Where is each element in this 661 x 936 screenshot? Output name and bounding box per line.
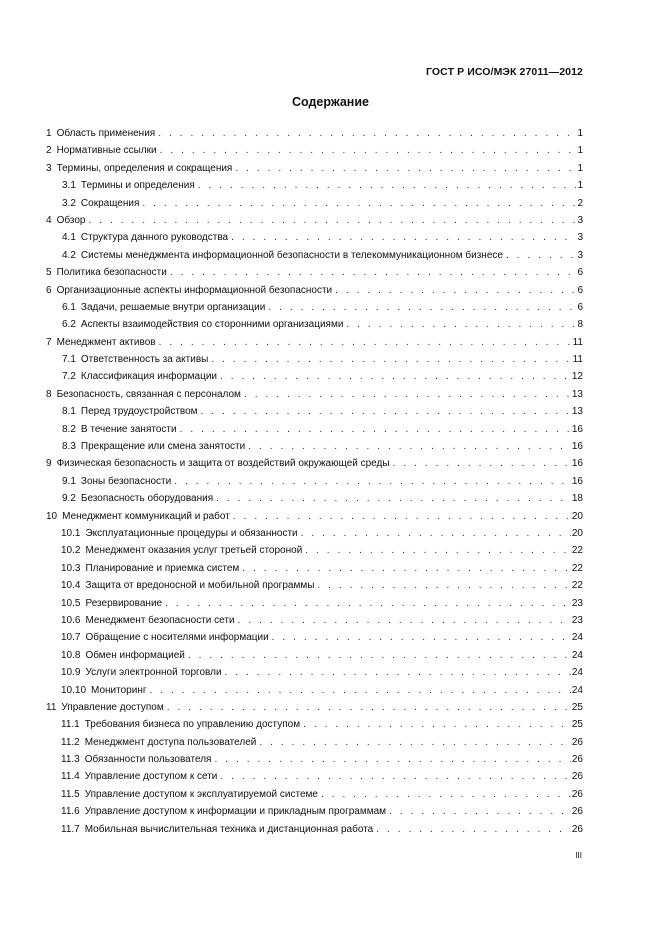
toc-entry-page: 11 — [572, 336, 583, 348]
toc-entry-title: Задачи, решаемые внутри организации — [80, 301, 266, 313]
toc-entry-number: 11.3 — [61, 754, 80, 766]
toc-entry-number: 10.8 — [61, 649, 81, 661]
toc-entry-title: Мониторинг — [91, 684, 147, 696]
toc-dot-leader — [216, 490, 571, 507]
toc-dot-leader — [165, 595, 571, 612]
toc-entry-number: 10.7 — [61, 632, 81, 644]
toc-entry-number: 10 — [46, 510, 58, 522]
toc-entry-title: Менеджмент коммуникаций и работ — [62, 510, 230, 522]
toc-entry[interactable] — [46, 821, 583, 838]
toc-entry-number: 6.1 — [62, 301, 76, 313]
toc-dot-leader — [220, 368, 571, 385]
toc-entry[interactable] — [46, 751, 583, 768]
toc-entry-title: Область применения — [56, 128, 156, 139]
toc-entry[interactable] — [46, 212, 583, 229]
toc-entry-title: Сокращения — [80, 197, 140, 209]
toc-entry-title: Аспекты взаимодействия со сторонними организациями — [80, 319, 344, 331]
toc-entry-page: 26 — [571, 736, 583, 748]
toc-entry[interactable] — [46, 682, 583, 699]
toc-entry-page: 23 — [571, 614, 583, 626]
toc-entry-title: Организационные аспекты информационной безопасности — [56, 284, 333, 296]
toc-entry[interactable] — [46, 647, 583, 664]
toc-entry-page: 26 — [571, 788, 583, 800]
toc-entry-number: 9.2 — [62, 493, 76, 505]
toc-entry-title: Обращение с носителями информации — [85, 632, 269, 644]
toc-entry[interactable] — [46, 421, 583, 438]
toc-entry-title: Резервирование — [85, 597, 163, 609]
table-of-contents — [46, 125, 583, 838]
toc-entry-title: Требования бизнеса по управлению доступом — [84, 719, 301, 731]
toc-entry-page: 24 — [571, 632, 583, 644]
toc-dot-leader — [201, 403, 571, 420]
toc-entry-page: 2 — [577, 197, 583, 209]
toc-dot-leader — [268, 299, 576, 316]
toc-entry-number: 10.3 — [61, 562, 81, 574]
toc-entry[interactable] — [46, 508, 583, 525]
toc-dot-leader — [272, 629, 571, 646]
toc-dot-leader — [301, 525, 571, 542]
toc-dot-leader — [150, 682, 571, 699]
toc-dot-leader — [142, 195, 576, 212]
toc-entry-page: 6 — [577, 284, 583, 296]
toc-entry-title: Ответственность за активы — [80, 354, 209, 366]
toc-entry-title: Обязанности пользователя — [84, 754, 212, 766]
toc-entry-page: 20 — [571, 527, 583, 539]
toc-entry-page: 22 — [571, 545, 583, 557]
toc-entry-page: 18 — [571, 493, 583, 505]
toc-entry-page: 24 — [571, 649, 583, 661]
toc-dot-leader — [211, 351, 571, 368]
toc-entry[interactable] — [46, 734, 583, 751]
toc-entry[interactable] — [46, 455, 583, 472]
toc-entry-page: 22 — [571, 562, 583, 574]
toc-entry[interactable] — [46, 473, 583, 490]
toc-entry-title: В течение занятости — [80, 423, 177, 435]
toc-entry[interactable] — [46, 264, 583, 281]
toc-dot-leader — [88, 212, 576, 229]
toc-dot-leader — [244, 386, 571, 403]
toc-entry-title: Физическая безопасность и защита от воздействий окружающей среды — [56, 458, 390, 470]
toc-entry[interactable] — [46, 142, 583, 159]
toc-entry[interactable] — [46, 612, 583, 629]
toc-entry-page: 1 — [577, 145, 583, 157]
toc-entry[interactable] — [46, 195, 583, 212]
toc-dot-leader — [305, 542, 571, 559]
toc-entry-number: 11 — [46, 701, 57, 713]
page-title: Содержание — [291, 95, 369, 109]
toc-entry[interactable] — [46, 351, 583, 368]
toc-entry-page: 12 — [571, 371, 583, 383]
toc-entry[interactable] — [46, 542, 583, 559]
toc-entry-number: 4 — [46, 214, 52, 226]
toc-entry-title: Менеджмент оказания услуг третьей стороной — [85, 545, 303, 557]
toc-entry-title: Термины, определения и сокращения — [56, 162, 233, 174]
toc-entry-number: 8 — [46, 388, 52, 400]
toc-entry-page: 20 — [571, 510, 583, 522]
page-number: III — [575, 851, 582, 860]
toc-entry-number: 8.1 — [62, 406, 76, 418]
toc-entry-page: 16 — [571, 475, 583, 487]
toc-entry-title: Услуги электронной торговли — [85, 667, 222, 679]
toc-entry[interactable] — [46, 282, 583, 299]
toc-entry[interactable] — [46, 247, 583, 264]
toc-entry-page: 16 — [571, 458, 583, 470]
toc-dot-leader — [393, 455, 571, 472]
toc-entry-page: 13 — [571, 406, 583, 418]
toc-dot-leader — [225, 664, 571, 681]
toc-dot-leader — [158, 125, 576, 142]
toc-dot-leader — [174, 473, 571, 490]
toc-entry-number: 3.1 — [62, 180, 76, 192]
toc-entry-page: 3 — [577, 214, 583, 226]
toc-entry-number: 6.2 — [62, 319, 76, 331]
toc-entry-page: 22 — [571, 580, 583, 592]
toc-entry-number: 11.5 — [61, 788, 80, 800]
toc-entry-number: 11.4 — [61, 771, 80, 783]
toc-entry-title: Планирование и приемка систем — [85, 562, 240, 574]
toc-entry[interactable] — [46, 560, 583, 577]
toc-entry-page: 26 — [571, 823, 583, 835]
document-standard-header: ГОСТ Р ИСО/МЭК 27011—2012 — [425, 66, 583, 78]
toc-entry-title: Мобильная вычислительная техника и дистанционная работа — [84, 823, 374, 835]
toc-entry[interactable] — [46, 716, 583, 733]
toc-entry-page: 26 — [571, 771, 583, 783]
toc-dot-leader — [248, 438, 571, 455]
toc-entry-title: Обзор — [56, 214, 86, 226]
toc-dot-leader — [198, 177, 577, 194]
toc-dot-leader — [259, 734, 571, 751]
toc-entry-number: 7.2 — [62, 371, 76, 383]
toc-entry-page: 3 — [577, 232, 583, 244]
toc-entry-title: Системы менеджмента информационной безопасности в телекоммуникационном бизнесе — [80, 249, 503, 261]
toc-entry-number: 1 — [46, 128, 52, 139]
toc-entry-page: 11 — [572, 354, 583, 366]
toc-entry-number: 4.1 — [62, 232, 76, 244]
toc-dot-leader — [167, 699, 571, 716]
toc-entry-number: 8.2 — [62, 423, 76, 435]
toc-entry[interactable] — [46, 768, 583, 785]
toc-entry-title: Эксплуатационные процедуры и обязанности — [85, 527, 298, 539]
toc-entry-number: 4.2 — [62, 249, 76, 261]
toc-entry-page: 1 — [577, 180, 583, 192]
toc-entry[interactable] — [46, 160, 583, 177]
toc-entry[interactable] — [46, 438, 583, 455]
toc-entry-number: 11.7 — [61, 823, 80, 835]
toc-entry-number: 10.9 — [61, 667, 81, 679]
toc-entry-title: Защита от вредоносной и мобильной программы — [85, 580, 315, 592]
toc-entry-page: 25 — [571, 701, 583, 713]
toc-entry-page: 1 — [577, 128, 583, 139]
toc-entry-title: Безопасность оборудования — [80, 493, 214, 505]
toc-entry-page: 3 — [577, 249, 583, 261]
toc-entry[interactable] — [46, 803, 583, 820]
toc-entry-page: 23 — [571, 597, 583, 609]
toc-entry-page: 6 — [577, 267, 583, 279]
toc-dot-leader — [303, 716, 571, 733]
toc-dot-leader — [214, 751, 570, 768]
toc-entry[interactable] — [46, 664, 583, 681]
toc-entry[interactable] — [46, 403, 583, 420]
toc-entry-number: 3.2 — [62, 197, 76, 209]
toc-entry-page: 16 — [571, 423, 583, 435]
toc-dot-leader — [220, 768, 571, 785]
toc-entry[interactable] — [46, 786, 583, 803]
toc-entry-title: Управление доступом — [61, 701, 164, 713]
toc-dot-leader — [321, 786, 571, 803]
toc-entry-title: Безопасность, связанная с персоналом — [56, 388, 241, 400]
toc-entry-number: 10.10 — [61, 684, 87, 696]
toc-entry[interactable] — [46, 595, 583, 612]
toc-entry[interactable] — [46, 299, 583, 316]
toc-entry-page: 16 — [571, 441, 583, 453]
toc-entry[interactable] — [46, 699, 583, 716]
toc-entry-title: Управление доступом к информации и прикладным программам — [84, 806, 387, 818]
toc-entry-title: Обмен информацией — [85, 649, 185, 661]
toc-entry[interactable] — [46, 368, 583, 385]
toc-entry-title: Классификация информации — [80, 371, 217, 383]
toc-entry-title: Политика безопасности — [56, 267, 167, 279]
toc-entry-number: 7 — [46, 336, 52, 348]
toc-dot-leader — [170, 264, 577, 281]
toc-entry-number: 3 — [46, 162, 52, 174]
toc-entry-title: Прекращение или смена занятости — [80, 441, 246, 453]
toc-dot-leader — [235, 160, 576, 177]
toc-entry-title: Зоны безопасности — [80, 475, 172, 487]
toc-entry-title: Перед трудоустройством — [80, 406, 198, 418]
toc-dot-leader — [242, 560, 571, 577]
toc-dot-leader — [238, 612, 571, 629]
toc-entry-title: Нормативные ссылки — [56, 145, 157, 157]
toc-entry-number: 10.6 — [61, 614, 81, 626]
toc-entry-page: 13 — [571, 388, 583, 400]
toc-dot-leader — [335, 282, 576, 299]
toc-dot-leader — [389, 803, 571, 820]
toc-entry[interactable] — [46, 577, 583, 594]
toc-entry[interactable] — [46, 525, 583, 542]
toc-entry-page: 26 — [571, 806, 583, 818]
toc-entry[interactable] — [46, 629, 583, 646]
toc-dot-leader — [188, 647, 571, 664]
toc-entry-title: Структура данного руководства — [80, 232, 229, 244]
toc-entry-number: 11.2 — [61, 736, 80, 748]
toc-entry-page: 24 — [571, 684, 583, 696]
toc-entry-number: 10.1 — [61, 527, 81, 539]
toc-dot-leader — [317, 577, 570, 594]
toc-entry-page: 1 — [577, 162, 583, 174]
toc-entry-title: Менеджмент активов — [56, 336, 156, 348]
toc-dot-leader — [231, 229, 576, 246]
toc-entry-number: 10.2 — [61, 545, 81, 557]
toc-entry-number: 6 — [46, 284, 52, 296]
toc-dot-leader — [180, 421, 571, 438]
toc-entry-page: 25 — [571, 719, 583, 731]
toc-entry-title: Управление доступом к сети — [84, 771, 218, 783]
toc-entry[interactable] — [46, 316, 583, 333]
toc-dot-leader — [506, 247, 576, 264]
toc-entry-title: Менеджмент доступа пользователей — [84, 736, 257, 748]
toc-entry-number: 10.5 — [61, 597, 81, 609]
toc-dot-leader — [376, 821, 571, 838]
toc-entry[interactable] — [46, 229, 583, 246]
toc-entry-title: Управление доступом к эксплуатируемой системе — [84, 788, 318, 800]
toc-dot-leader — [159, 334, 572, 351]
toc-dot-leader — [346, 316, 576, 333]
toc-entry-title: Менеджмент безопасности сети — [85, 614, 235, 626]
toc-entry-number: 9.1 — [62, 475, 76, 487]
toc-entry-title: Термины и определения — [80, 180, 195, 192]
toc-entry-page: 8 — [577, 319, 583, 331]
toc-entry-page: 6 — [577, 301, 583, 313]
toc-entry-number: 9 — [46, 458, 52, 470]
toc-entry[interactable] — [46, 334, 583, 351]
toc-entry[interactable] — [46, 177, 583, 194]
toc-entry-number: 7.1 — [62, 354, 76, 366]
toc-entry[interactable] — [46, 490, 583, 507]
toc-dot-leader — [233, 508, 571, 525]
toc-entry-number: 10.4 — [61, 580, 81, 592]
toc-entry-page: 24 — [571, 667, 583, 679]
toc-entry[interactable] — [46, 125, 583, 142]
toc-dot-leader — [160, 142, 577, 159]
toc-entry-number: 2 — [46, 145, 52, 157]
toc-entry-number: 5 — [46, 267, 52, 279]
toc-entry-number: 8.3 — [62, 441, 76, 453]
toc-entry-number: 11.6 — [61, 806, 80, 818]
toc-entry-number: 11.1 — [61, 719, 80, 731]
toc-entry[interactable] — [46, 386, 583, 403]
toc-entry-page: 26 — [571, 754, 583, 766]
